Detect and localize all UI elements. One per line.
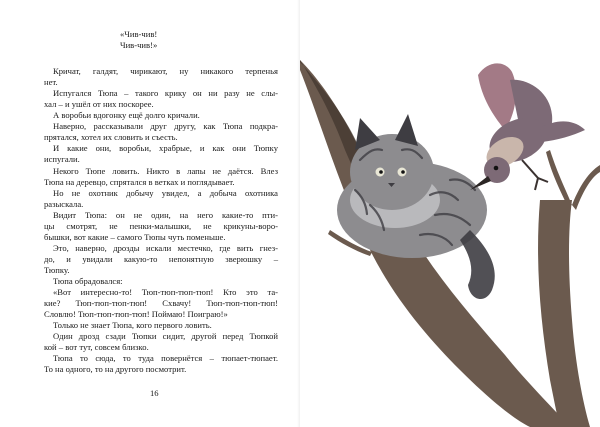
text-line: бышки, вот какие – самого Тюпы чуть поменьше. [44, 231, 226, 242]
text-line: нет. [44, 77, 58, 88]
thrush-bird [470, 63, 585, 190]
paragraph [44, 166, 278, 188]
text-line: Словлю! Тюп-тюп-тюп-тюп! Поймаю! Поиграю!» [44, 309, 228, 320]
text-line: цы смотрят, не пенки-малышки, не крикуны-воро- [44, 220, 278, 231]
paragraph [44, 276, 278, 287]
text-line: Испугался Тюпа – такого крику он ни разу не слы- [53, 88, 278, 99]
epigraph-line: Чив-чив!» [120, 40, 158, 51]
text-line: Тюпа обрадовался: [53, 275, 123, 286]
story-text [44, 29, 278, 375]
paragraph [44, 353, 278, 375]
text-line: И какие они, воробьи, храбрые, и как они Тюпку [53, 143, 278, 154]
page-number: 16 [150, 388, 159, 398]
paragraph [44, 331, 278, 353]
text-line: кой – вот тут, совсем близко. [44, 342, 149, 353]
text-line: Кричат, галдят, чирикают, ну никакого терпенья [53, 66, 278, 77]
paragraph [44, 121, 278, 143]
text-line: А воробьи вдогонку ещё долго кричали. [53, 110, 200, 121]
epigraph-line: «Чив-чив! [120, 29, 158, 39]
text-line: испугали. [44, 154, 80, 165]
text-line: разыскала. [44, 198, 84, 209]
text-line: Тюпку. [44, 264, 70, 275]
epigraph [120, 29, 278, 51]
text-line: Тюпа на деревцо, спрятался в ветках и поглядывает. [44, 176, 235, 187]
text-line: до, и увидали какую-то непонятную зверюшку – [44, 253, 278, 264]
right-page [300, 0, 600, 427]
text-line: Но не охотник добычу увидел, а добыча охотника [53, 187, 278, 198]
text-line: Только не знает Тюпа, кого первого ловить. [53, 320, 212, 331]
text-line: Наверно, рассказывали друг другу, как Тюпа подкра- [53, 121, 278, 132]
text-line: «Вот интересно-то! Тюп-тюп-тюп-тюп! Кто это та- [53, 287, 278, 298]
paragraph [44, 143, 278, 165]
paragraph [44, 188, 278, 210]
paragraph [44, 110, 278, 121]
text-line: Некого Тюпе ловить. Никто в лапы не даётся. Влез [53, 165, 278, 176]
paragraph [44, 243, 278, 276]
kitten-and-thrush-illustration [300, 0, 600, 427]
paragraph [44, 210, 278, 243]
text-line: Один дрозд сзади Тюпки сидит, другой перед Тюпкой [53, 331, 278, 342]
text-line: Это, наверно, дрозды искали местечко, где вить гнез- [53, 242, 278, 253]
text-line: кие? Тюп-тюп-тюп-тюп! Схвачу! Тюп-тюп-тюп-тюп! [44, 298, 278, 309]
text-line: прятался, хотел их словить и съесть. [44, 132, 178, 143]
text-line: То на одного, то на другого посмотрит. [44, 364, 187, 375]
text-line: хал – и ушёл от них поскорее. [44, 99, 154, 110]
text-line: Тюпа то сюда, то туда повернётся – тюпает-тюпает. [53, 353, 278, 364]
paragraph [44, 320, 278, 331]
paragraph [44, 88, 278, 110]
text-line: Видит Тюпа: он не один, на него какие-то пти- [53, 209, 278, 220]
paragraph [44, 66, 278, 88]
paragraph [44, 287, 278, 320]
paragraphs [44, 66, 278, 375]
